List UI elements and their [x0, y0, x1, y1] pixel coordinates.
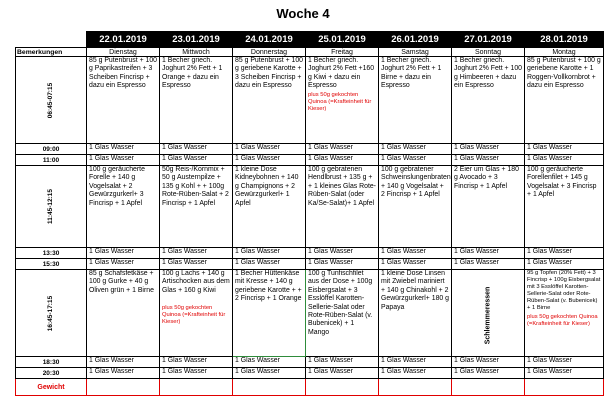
time-cell: 11:45-12:15 — [16, 166, 87, 248]
water-cell: 1 Glas Wasser — [160, 368, 233, 379]
weight-cell[interactable] — [160, 379, 233, 396]
meal-plan-table — [15, 31, 604, 396]
water-cell: 1 Glas Wasser — [525, 155, 604, 166]
water-cell: 1 Glas Wasser — [87, 357, 160, 368]
meal-cell: 85 g Schafsfetkäse + 100 g Gurke + 40 g Oliven grün + 1 Birne — [87, 270, 160, 357]
water-cell: 1 Glas Wasser — [233, 248, 306, 259]
meal-cell: 100 g geräucherte Forellenfilet + 145 g Vogelsalat + 3 Fincrisp + 1 Apfel — [525, 166, 604, 248]
water-cell: 1 Glas Wasser — [452, 368, 525, 379]
date-header: 27.01.2019 — [452, 32, 525, 48]
day-header: Samstag — [379, 48, 452, 57]
water-cell: 1 Glas Wasser — [379, 155, 452, 166]
meal-cell: 2 Eier um Glas + 180 g Avocado + 3 Fincrisp + 1 Apfel — [452, 166, 525, 248]
water-row — [16, 368, 604, 379]
meal-cell: 85 g Putenbrust + 100 g geriebene Karotte + 1 Roggen-Vollkornbrot + dazu ein Espresso — [525, 57, 604, 144]
page-title: Woche 4 — [276, 6, 330, 21]
meal-cell: 85 g Putenbrust + 100 g Paprikastreifen + 3 Scheiben Fincrisp + dazu ein Espresso — [87, 57, 160, 144]
weight-cell[interactable] — [87, 379, 160, 396]
weight-cell[interactable] — [233, 379, 306, 396]
water-cell: 1 Glas Wasser — [233, 357, 306, 368]
water-cell: 1 Glas Wasser — [379, 357, 452, 368]
meal-cell: 100 g Lachs + 140 g Artischocken aus dem Glas + 160 g Kiwi plus 50g gekochten Quinoa (=Krafteinheit für Kieser) — [160, 270, 233, 357]
water-cell: 1 Glas Wasser — [306, 144, 379, 155]
meal-row — [16, 166, 604, 248]
water-cell: 1 Glas Wasser — [87, 248, 160, 259]
meal-row — [16, 57, 604, 144]
water-cell: 1 Glas Wasser — [160, 357, 233, 368]
water-cell: 1 Glas Wasser — [306, 155, 379, 166]
time-cell: 18:30 — [16, 357, 87, 368]
meal-cell: 100 g Tunfischfilet aus der Dose + 100g Eisbergsalat + 3 Esslöffel Karotten-Sellerie-Salat oder Rote-Rüben-Salat (v. Bubenicek) + 1 Mango — [306, 270, 379, 357]
date-header: 25.01.2019 — [306, 32, 379, 48]
meal-cell: 1 Becher griech. Joghurt 2% Fett +160 g Kiwi + dazu ein Espresso plus 50g gekochten Quinoa (=Krafteinheit für Kieser) — [306, 57, 379, 144]
water-cell: 1 Glas Wasser — [233, 368, 306, 379]
day-header: Sonntag — [452, 48, 525, 57]
time-cell: 20:30 — [16, 368, 87, 379]
weight-cell[interactable] — [452, 379, 525, 396]
meal-cell: 1 kleine Dose Linsen mit Zwiebel mariniert + 140 g Chinakohl + 2 Gewürzgurkerl+ 180 g Papaya — [379, 270, 452, 357]
water-cell: 1 Glas Wasser — [379, 368, 452, 379]
water-cell: 1 Glas Wasser — [160, 259, 233, 270]
date-header: 23.01.2019 — [160, 32, 233, 48]
water-row — [16, 357, 604, 368]
meal-note: plus 50g gekochten Quinoa (=Krafteinheit für Kieser) — [308, 91, 372, 112]
water-row — [16, 155, 604, 166]
water-cell: 1 Glas Wasser — [525, 357, 604, 368]
time-cell: 09:00 — [16, 144, 87, 155]
meal-cell: 95 g Topfen (20% Fett) + 3 Fincrisp + 100g Eisbergsalat mit 3 Esslöffel Karotten-Sellerie-Salat oder Rote-Rüben-Salat (v. Bubenicek) + 1 Birne plus 50g gekochten Quinoa (=Krafteinheit für Kieser) — [525, 270, 604, 357]
weight-cell[interactable] — [306, 379, 379, 396]
date-header: 22.01.2019 — [87, 32, 160, 48]
date-header: 28.01.2019 — [525, 32, 604, 48]
meal-cell: 50g Reis-/Kornmix + 50 g Austernpilze + 135 g Kohl + + 100g Rote-Rüben-Salat + 2 Fincrisp + 1 Apfel — [160, 166, 233, 248]
water-cell: 1 Glas Wasser — [525, 248, 604, 259]
water-cell: 1 Glas Wasser — [452, 144, 525, 155]
water-cell: 1 Glas Wasser — [87, 155, 160, 166]
day-header: Freitag — [306, 48, 379, 57]
water-row — [16, 259, 604, 270]
date-header: 26.01.2019 — [379, 32, 452, 48]
meal-cell: 1 Becher griech. Joghurt 2% Fett + 100 g Himbeeren + dazu ein Espresso — [452, 57, 525, 144]
day-header: Donnerstag — [233, 48, 306, 57]
water-cell: 1 Glas Wasser — [525, 144, 604, 155]
meal-note: plus 50g gekochten Quinoa (=Krafteinheit für Kieser) — [527, 313, 598, 327]
time-cell: 13:30 — [16, 248, 87, 259]
time-cell: 15:30 — [16, 259, 87, 270]
water-cell: 1 Glas Wasser — [306, 368, 379, 379]
meal-cell: 1 Becher griech. Joghurt 2% Fett + 1 Orange + dazu ein Espresso — [160, 57, 233, 144]
water-cell: 1 Glas Wasser — [160, 155, 233, 166]
meal-row — [16, 270, 604, 357]
water-cell: 1 Glas Wasser — [452, 259, 525, 270]
water-cell: 1 Glas Wasser — [452, 155, 525, 166]
day-header: Dienstag — [87, 48, 160, 57]
water-row — [16, 144, 604, 155]
weight-cell[interactable] — [379, 379, 452, 396]
meal-cell: 100 g gebratener Schweinslungenbraten + 140 g Vogelsalat + 2 Fincrisp + 1 Apfel — [379, 166, 452, 248]
meal-cell: 100 g gebratenen Hendlbrust + 135 g + + 1 kleines Glas Rote-Rüben-Salat (oder Ka/Se-Salat)+ 1 Apfel — [306, 166, 379, 248]
water-cell: 1 Glas Wasser — [160, 248, 233, 259]
water-cell: 1 Glas Wasser — [306, 259, 379, 270]
water-cell: 1 Glas Wasser — [87, 144, 160, 155]
time-cell: 06:45-07:15 — [16, 57, 87, 144]
date-header: 24.01.2019 — [233, 32, 306, 48]
weight-row — [16, 379, 604, 396]
water-cell: 1 Glas Wasser — [525, 368, 604, 379]
water-cell: 1 Glas Wasser — [379, 259, 452, 270]
time-cell: 11:00 — [16, 155, 87, 166]
water-cell: 1 Glas Wasser — [233, 144, 306, 155]
water-cell: 1 Glas Wasser — [233, 155, 306, 166]
day-header: Montag — [525, 48, 604, 57]
day-header-row — [16, 48, 604, 57]
cheat-meal-label: Schlemmeressen — [484, 286, 492, 345]
weight-label: Gewicht — [16, 379, 87, 396]
water-row — [16, 248, 604, 259]
water-cell: 1 Glas Wasser — [379, 144, 452, 155]
meal-note: plus 50g gekochten Quinoa (=Krafteinheit für Kieser) — [162, 305, 226, 326]
remarks-label: Bemerkungen — [16, 48, 87, 57]
water-cell: 1 Glas Wasser — [525, 259, 604, 270]
water-cell: 1 Glas Wasser — [160, 144, 233, 155]
header-corner — [16, 32, 87, 48]
weight-cell[interactable] — [525, 379, 604, 396]
date-header-row — [16, 32, 604, 48]
water-cell: 1 Glas Wasser — [306, 357, 379, 368]
water-cell: 1 Glas Wasser — [233, 259, 306, 270]
water-cell: 1 Glas Wasser — [379, 248, 452, 259]
meal-cell — [452, 270, 525, 357]
time-cell: 16:45-17:15 — [16, 270, 87, 357]
meal-cell: 1 Becher Hüttenkäse mit Kresse + 140 g geriebene Karotte + + 2 Fincrisp + 1 Orange — [233, 270, 306, 357]
meal-cell: 1 Becher griech. Joghurt 2% Fett + 1 Birne + dazu ein Espresso — [379, 57, 452, 144]
water-cell: 1 Glas Wasser — [452, 248, 525, 259]
water-cell: 1 Glas Wasser — [87, 368, 160, 379]
water-cell: 1 Glas Wasser — [87, 259, 160, 270]
meal-cell: 1 kleine Dose Kidneybohnen + 140 g Champignons + 2 Gewürzgurkerl+ 1 Apfel — [233, 166, 306, 248]
meal-cell: 85 g Putenbrust + 100 g geriebene Karotte + 3 Scheiben Fincrisp + dazu ein Espresso — [233, 57, 306, 144]
meal-cell: 100 g geräucherte Forelle + 140 g Vogelsalat + 2 Gewürzgurkerl+ 3 Fincrisp + 1 Apfel — [87, 166, 160, 248]
water-cell: 1 Glas Wasser — [306, 248, 379, 259]
day-header: Mittwoch — [160, 48, 233, 57]
water-cell: 1 Glas Wasser — [452, 357, 525, 368]
